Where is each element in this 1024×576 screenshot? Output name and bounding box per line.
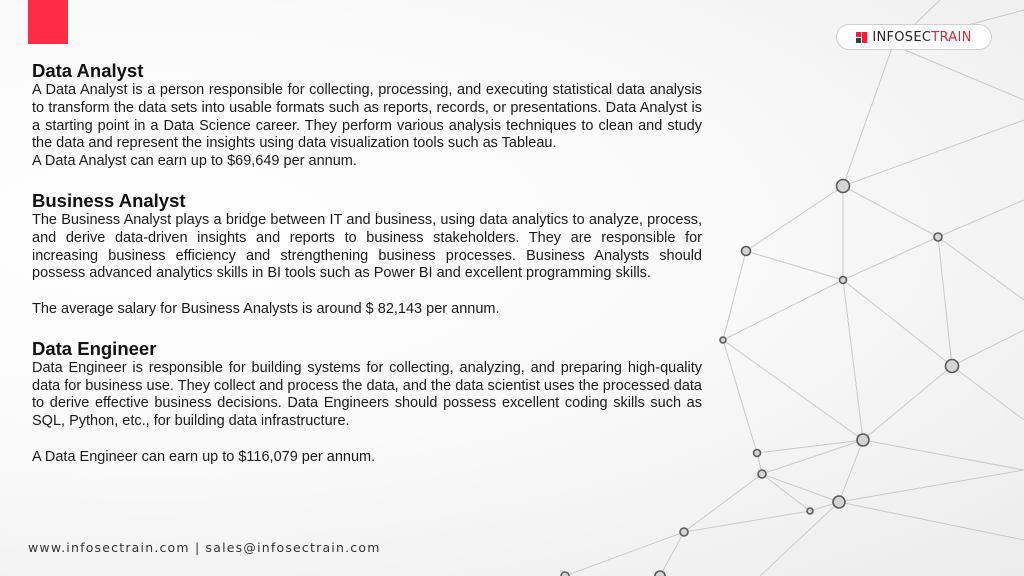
section-title: Data Analyst	[32, 60, 144, 81]
section-data-engineer	[32, 338, 702, 467]
section-body: The Business Analyst plays a bridge between IT and business, using data analytics to analyze, process, and derive data-driven insights and reports to business stakeholders. They are responsible for increasing business efficiency and strengthening business processes. Business Analysts should possess advanced analytics skills in BI tools such as Power BI and excellent programming skills.	[32, 211, 702, 282]
network-node	[946, 360, 959, 373]
logo-text-infosec: INFOSEC	[872, 29, 932, 45]
network-node	[742, 247, 751, 256]
network-node	[680, 528, 688, 536]
network-node	[934, 233, 942, 241]
section-salary: The average salary for Business Analysts is around $ 82,143 per annum.	[32, 300, 500, 317]
main-content	[32, 60, 702, 486]
section-title: Data Engineer	[32, 337, 157, 359]
section-body: A Data Analyst is a person responsible for collecting, processing, and executing statistical data analysis to transform the data sets into usable formats such as reports, records, or presentations. Data Analyst is a starting point in a Data Science career. They perform various analysis techniques to clean and study the data and represent the insights using data visualization tools such as Tableau.	[32, 82, 702, 152]
network-node	[758, 470, 766, 478]
network-node	[857, 434, 869, 446]
section-title: Business Analyst	[32, 189, 186, 211]
section-body: Data Engineer is responsible for building systems for collecting, analyzing, and preparing high-quality data for business use. They collect and process the data, and the data scientist uses the processed data to derive effective business decisions. Data Engineers should possess excellent coding skills such as SQL, Python, etc., for building data infrastructure.	[32, 359, 702, 430]
infosectrain-logo-icon	[856, 32, 867, 43]
red-accent-block	[28, 0, 68, 44]
network-node	[840, 277, 847, 284]
network-node	[837, 180, 850, 193]
section-data-analyst	[32, 60, 702, 171]
network-node	[807, 508, 813, 514]
footer-contact: www.infosectrain.com | sales@infosectrain.com	[28, 540, 381, 555]
network-node	[720, 337, 726, 343]
network-node	[561, 572, 569, 576]
section-salary: A Data Analyst can earn up to $69,649 per annum.	[32, 153, 357, 170]
logo-wordmark	[872, 30, 971, 45]
section-salary: A Data Engineer can earn up to $116,079 per annum.	[32, 448, 376, 465]
network-node	[754, 450, 761, 457]
network-node	[655, 571, 665, 576]
logo-text-train: TRAIN	[931, 29, 972, 45]
infosectrain-logo	[836, 24, 992, 50]
network-node	[833, 496, 845, 508]
section-business-analyst	[32, 190, 702, 319]
